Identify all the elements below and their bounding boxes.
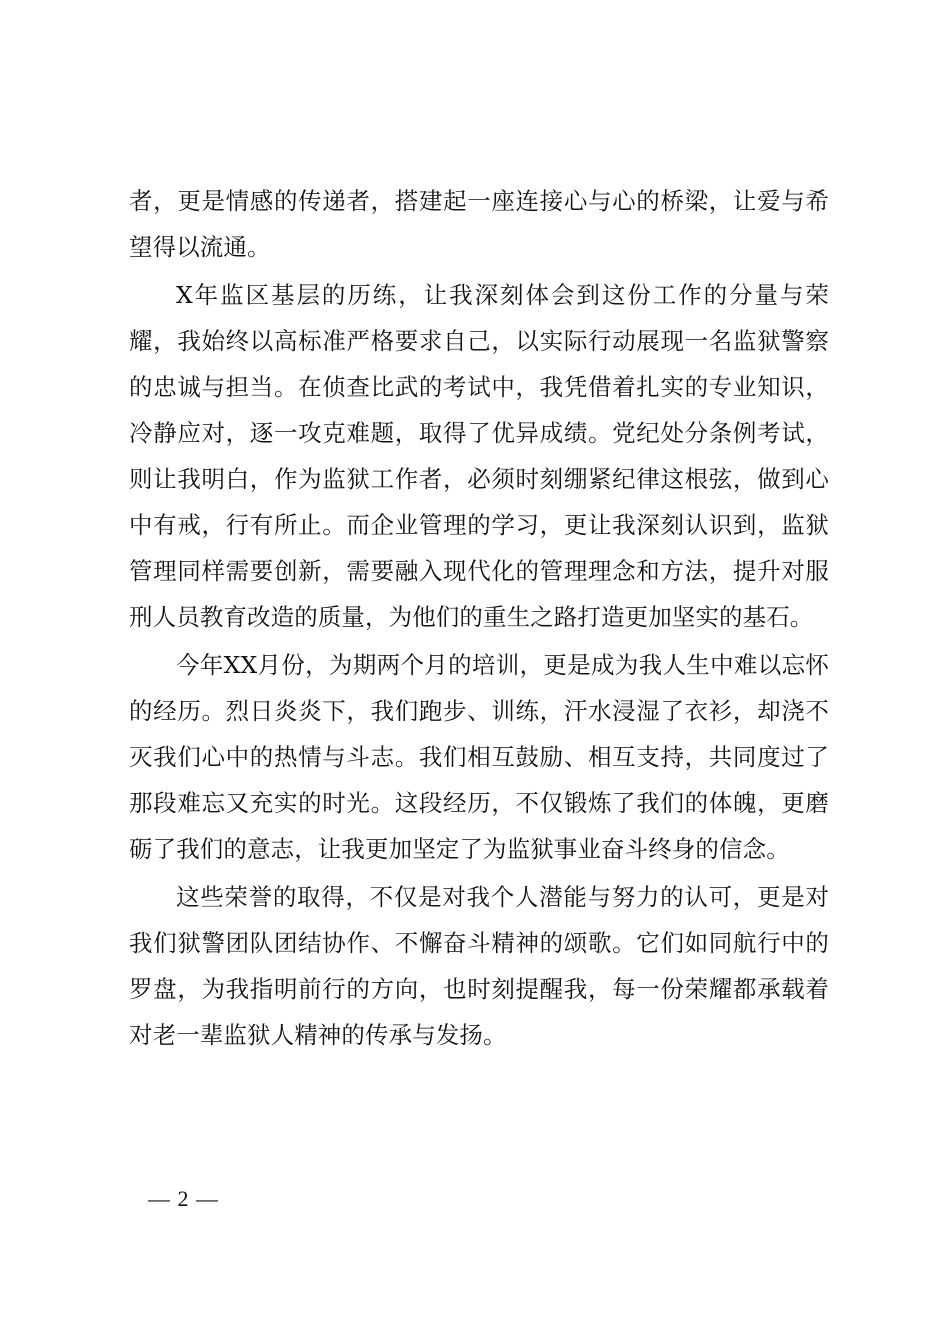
paragraph: X年监区基层的历练，让我深刻体会到这份工作的分量与荣耀，我始终以高标准严格要求自己，以实际行动展现一名监狱警察的忠诚与担当。在侦查比武的考试中，我凭借着扎实的专业知识，冷静应对，逐一攻克难题，取得了优异成绩。党纪处分条例考试，则让我明白，作为监狱工作者，必须时刻绷紧纪律这根弦，做到心中有戒，行有所止。而企业管理的学习，更让我深刻认识到，监狱管理同样需要创新，需要融入现代化的管理理念和方法，提升对服刑人员教育改造的质量，为他们的重生之路打造更加坚实的基石。	[129, 281, 829, 631]
page-number: — 2 —	[148, 1186, 219, 1211]
paragraph: 这些荣誉的取得，不仅是对我个人潜能与努力的认可，更是对我们狱警团队团结协作、不懈奋斗精神的颂歌。它们如同航行中的罗盘，为我指明前行的方向，也时刻提醒我，每一份荣耀都承载着对老一辈监狱人精神的传承与发扬。	[129, 883, 829, 1049]
body-text	[129, 178, 829, 1060]
paragraph: 今年XX月份，为期两个月的培训，更是成为我人生中难以忘怀的经历。烈日炎炎下，我们跑步、训练，汗水浸湿了衣衫，却浇不灭我们心中的热情与斗志。我们相互鼓励、相互支持，共同度过了那段难忘又充实的时光。这段经历，不仅锻炼了我们的体魄，更磨砺了我们的意志，让我更加坚定了为监狱事业奋斗终身的信念。	[129, 651, 829, 863]
paragraph-continuation: 者，更是情感的传递者，搭建起一座连接心与心的桥梁，让爱与希望得以流通。	[129, 187, 829, 261]
